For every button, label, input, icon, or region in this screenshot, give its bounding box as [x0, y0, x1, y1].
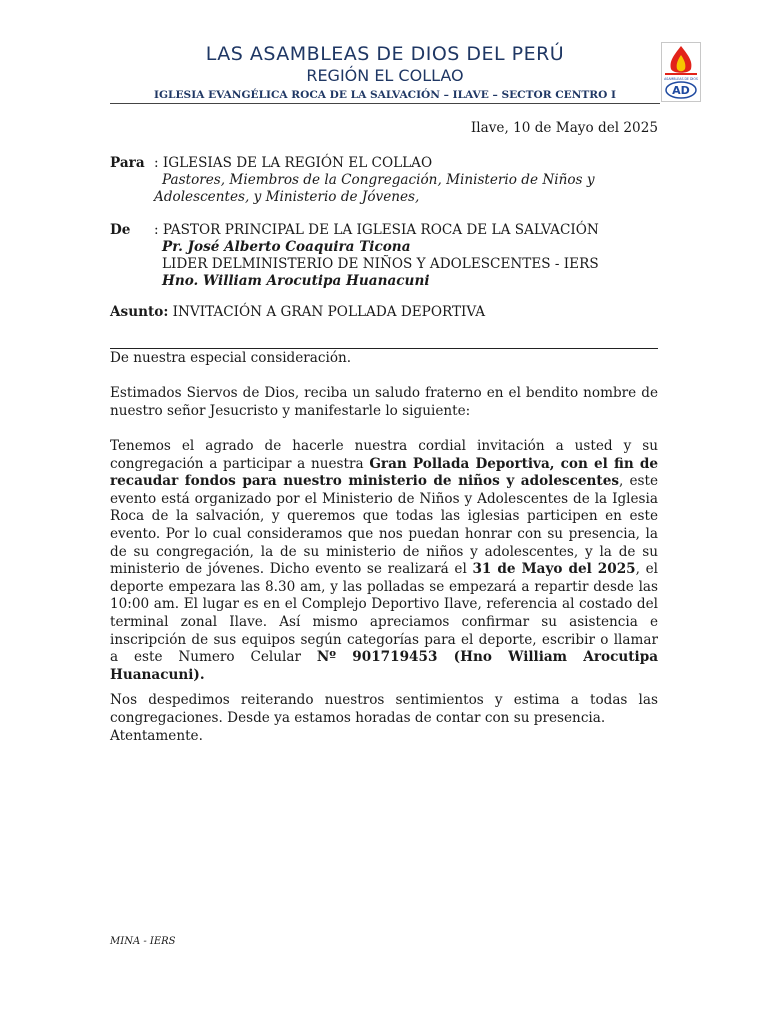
region-name: REGIÓN EL COLLAO [306, 66, 464, 85]
asunto-text: INVITACIÓN A GRAN POLLADA DEPORTIVA [168, 304, 486, 320]
sender-block [110, 222, 660, 290]
assemblies-of-god-logo [661, 42, 701, 102]
letter-date: Ilave, 10 de Mayo del 2025 [470, 120, 658, 136]
signoff: Atentamente. [110, 728, 203, 744]
closing-paragraph: Nos despedimos reiterando nuestros sentimientos y estima a todas las congregaciones. Desde ya estamos horadas de contar con su presencia. [110, 692, 658, 726]
logo-text: AD [672, 84, 690, 97]
de-line2: Pr. José Alberto Coaquira Ticona [162, 239, 411, 255]
body-bold-1: Gran Pollada Deportiva, con el fin de recaudar fondos para nuestro ministerio de niños y adolescentes [110, 455, 659, 490]
recipient-block [110, 155, 660, 206]
para-label: Para [110, 155, 145, 171]
contact-phone: Nº 901719453 (Hno William Arocutipa Huanacuni). [110, 649, 659, 683]
body-text-2: , este evento está organizado por el Ministerio de Niños y Adolescentes de la Iglesia Roca de la salvación, y queremos que todas las iglesias participen en este evento. Por lo cual consideramos que nos puedan honrar con su presencia, la de su congregación, la de su ministerio de niños y adolescentes, y la de su ministerio de jóvenes. Dicho evento se realizará el [110, 473, 658, 578]
asunto-label: Asunto: [110, 304, 169, 320]
de-line3: LIDER DELMINISTERIO DE NIÑOS Y ADOLESCENTES - IERS [162, 256, 599, 272]
de-label: De [110, 222, 131, 238]
subject-divider [110, 348, 658, 349]
de-line4: Hno. William Arocutipa Huanacuni [162, 273, 430, 289]
event-date: 31 de Mayo del 2025 [472, 561, 636, 578]
footer-note: MINA - IERS [110, 936, 176, 947]
church-name: IGLESIA EVANGÉLICA ROCA DE LA SALVACIÓN – ILAVE – SECTOR CENTRO I [154, 89, 616, 101]
header-divider [110, 103, 660, 104]
letterhead [110, 42, 660, 103]
para-line2: Pastores, Miembros de la Congregación, Ministerio de Niños y [162, 172, 595, 188]
body-paragraph [110, 438, 658, 684]
logo-caption: ASAMBLEAS DE DIOS [664, 77, 698, 81]
org-name: LAS ASAMBLEAS DE DIOS DEL PERÚ [205, 43, 565, 65]
subject-block [110, 304, 660, 321]
greeting: De nuestra especial consideración. [110, 350, 352, 366]
body-text-3: , el deporte empezara las 8.30 am, y las polladas se empezará a repartir desde las 10:00 am. El lugar es en el Complejo Deportivo Ilave, referencia al costado del terminal zonal Ilave. Así mismo apreciamos confirmar su asistencia e inscripción de sus equipos según categorías para el deporte, escribir o llamar a este Numero Celular [110, 561, 658, 666]
body-text-1: Tenemos el agrado de hacerle nuestra cordial invitación a usted y su congregación a participar a nuestra [110, 438, 658, 472]
de-line1: : PASTOR PRINCIPAL DE LA IGLESIA ROCA DE LA SALVACIÓN [154, 222, 599, 238]
para-line1: : IGLESIAS DE LA REGIÓN EL COLLAO [154, 155, 433, 171]
intro-paragraph: Estimados Siervos de Dios, reciba un saludo fraterno en el bendito nombre de nuestro señor Jesucristo y manifestarle lo siguiente: [110, 385, 658, 419]
para-line3: Adolescentes, y Ministerio de Jóvenes, [154, 189, 420, 205]
